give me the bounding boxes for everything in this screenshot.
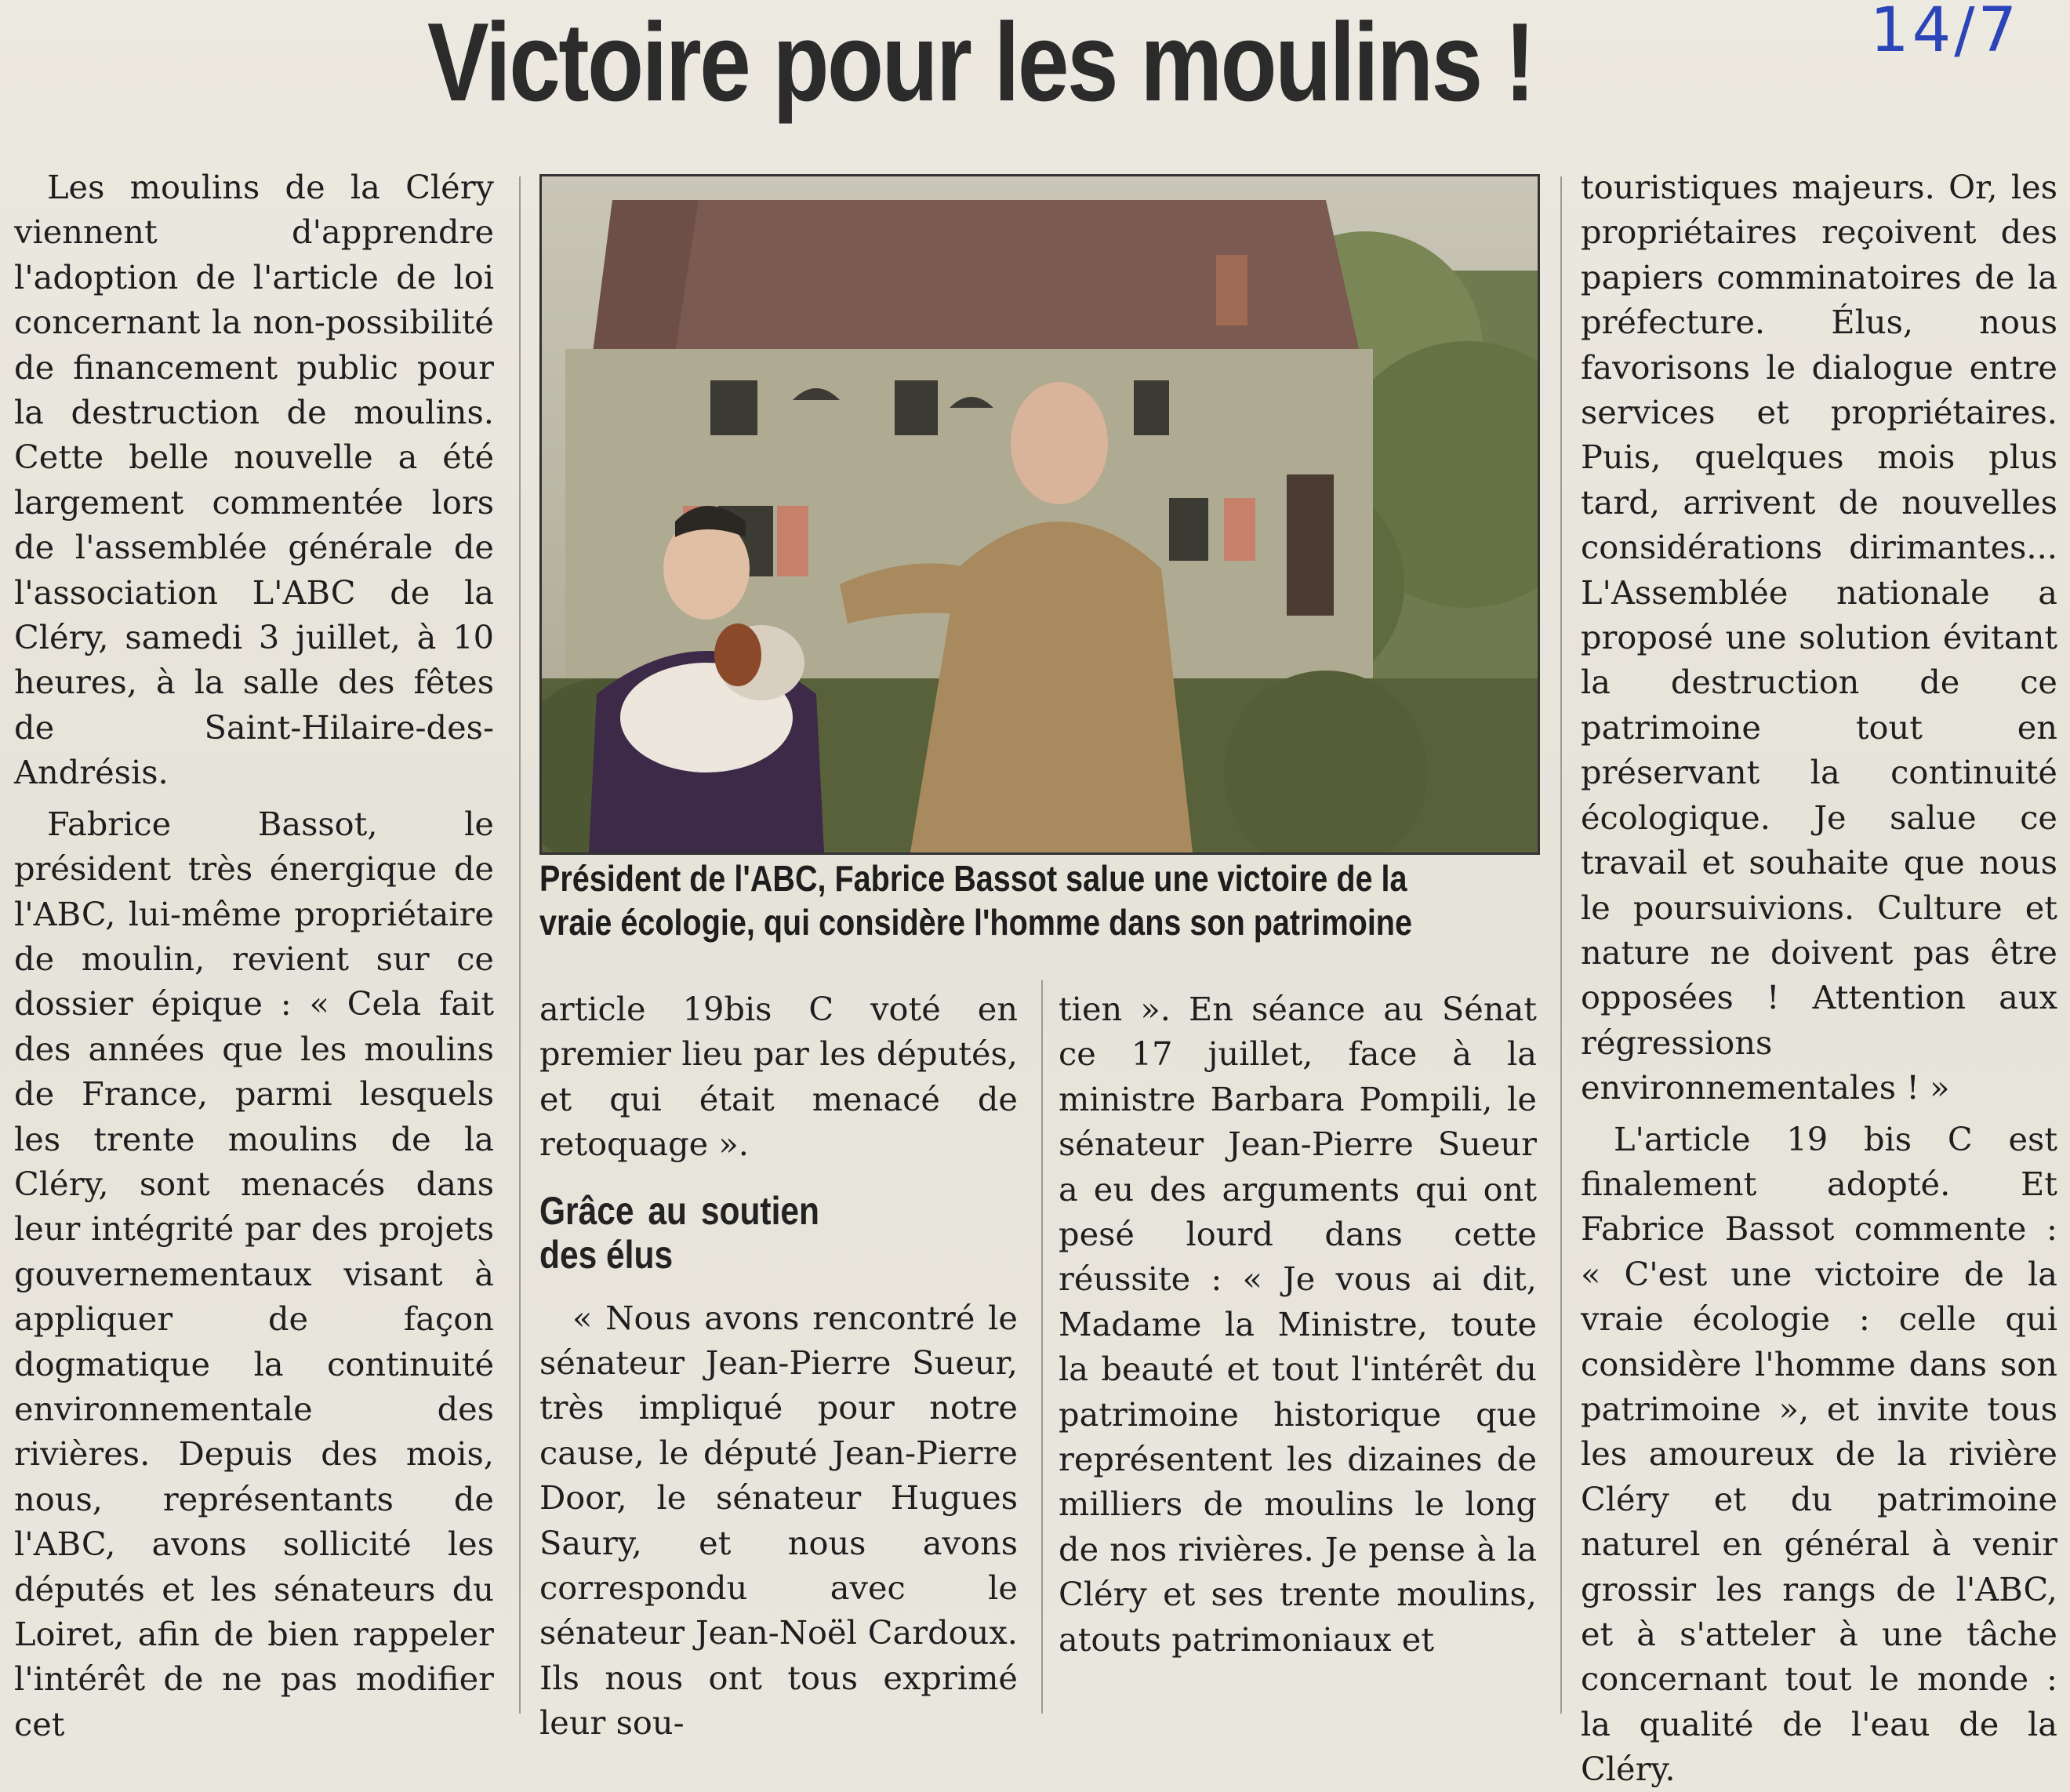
paragraph: L'article 19 bis C est finalement adopté. Et Fabrice Bassot commente : « C'est une victoire de la vraie écologie : celle qui considère l'homme dans son patrimoine », et invite tous les amoureux de la rivière Cléry et du patrimoine naturel en général à venir grossir les rangs de l'ABC, et à s'atteler à une tâche concernant tout le monde : la qualité de l'eau de la Cléry. xyxy=(1581,1119,2057,1789)
paragraph: « Nous avons rencontré le sénateur Jean-Pierre Sueur, très impliqué pour notre cause, le député Jean-Pierre Door, le sénateur Hugues Saury, et nous avons correspondu avec le sénateur Jean-Noël Cardoux. Ils nous ont tous exprimé leur sou- xyxy=(539,1298,1018,1743)
paragraph: Les moulins de la Cléry viennent d'apprendre l'adoption de l'article de loi concernant la non-possibilité de financement public pour la destruction de moulins. Cette belle nouvelle a été largement commentée lors de l'assemblée générale de l'association L'ABC de la Cléry, samedi 3 juillet, à 10 heures, à la salle des fêtes de Saint-Hilaire-des-Andrésis. xyxy=(14,168,494,792)
mill-photo-icon xyxy=(542,176,1538,852)
paragraph: tien ». En séance au Sénat ce 17 juillet, face à la ministre Barbara Pompili, le sénateur Jean-Pierre Sueur a eu des arguments qui ont pesé lourd dans cette réussite : « Je vous ai dit, Madame la Ministre, toute la beauté et tout l'intérêt du patrimoine historique que représentent les dizaines de milliers de moulins le long de nos rivières. Je pense à la Cléry et ses trente moulins, atouts patrimoniaux et xyxy=(1059,990,1537,1659)
paragraph: Fabrice Bassot, le président très énergique de l'ABC, lui-même propriétaire de moulin, revient sur ce dossier épique : « Cela fait des années que les moulins de France, parmi lesquels les trente moulins de la Cléry, sont menacés dans leur intégrité par des projets gouvernementaux visant à appliquer de façon dogmatique la continuité environnementale des rivières. Depuis des mois, nous, représentants de l'ABC, avons sollicité les députés et les sénateurs du Loiret, afin de bien rappeler l'intérêt de ne pas modifier cet xyxy=(14,804,494,1743)
article-column-2 xyxy=(539,987,1018,1746)
column-rule xyxy=(1560,176,1562,1714)
column-rule xyxy=(519,176,521,1714)
article-column-3 xyxy=(1059,987,1537,1662)
article-column-4 xyxy=(1581,165,2057,1792)
subheading: Grâce au soutien des élus xyxy=(539,1188,819,1277)
column-rule xyxy=(1041,980,1043,1714)
paragraph: touristiques majeurs. Or, les propriétaires reçoivent des papiers comminatoires de la préfecture. Élus, nous favorisons le dialogue entre services et propriétaires. Puis, quelques mois plus tard, arrivent de nouvelles considérations dirimantes... L'Assemblée nationale a proposé une solution évitant la destruction de ce patrimoine tout en préservant la continuité écologique. Je salue ce travail et souhaite que nous le poursuivions. Culture et nature ne doivent pas être opposées ! Attention aux régressions environnementales ! » xyxy=(1581,168,2057,1107)
handwritten-date: 14/7 xyxy=(1870,0,2021,66)
photo-caption: Président de l'ABC, Fabrice Bassot salue une victoire de la vraie écologie, qui considère l'homme dans son patrimoine xyxy=(539,858,1412,943)
article-photo xyxy=(539,174,1540,855)
headline: Victoire pour les moulins ! xyxy=(427,0,1534,125)
article-column-1 xyxy=(14,165,494,1747)
paragraph: article 19bis C voté en premier lieu par les députés, et qui était menacé de retoquage ». xyxy=(539,990,1018,1164)
